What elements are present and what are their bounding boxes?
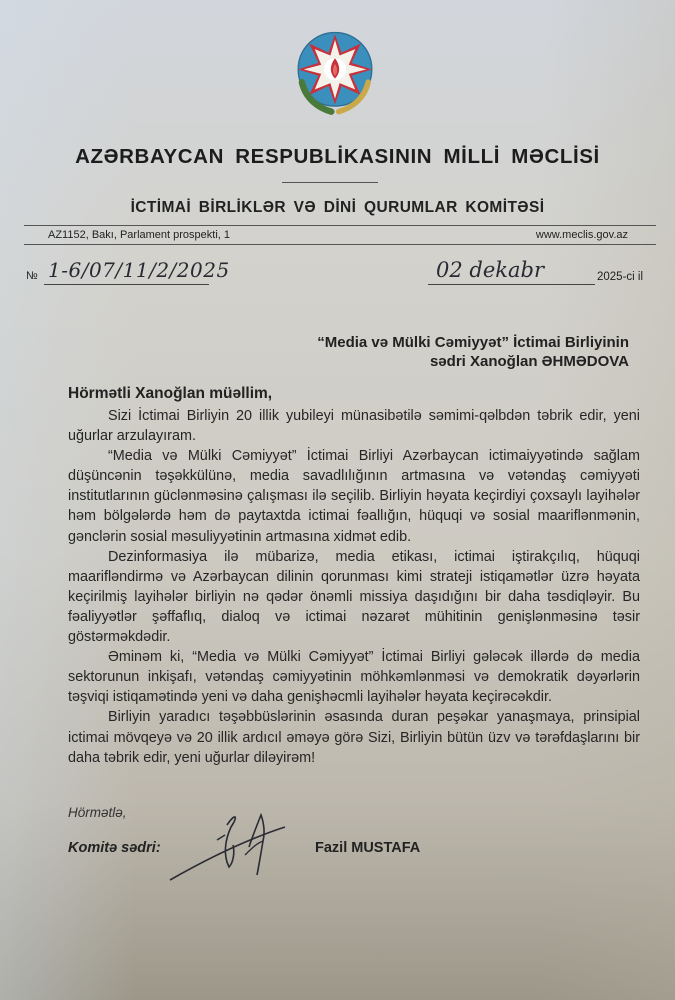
number-underline [44, 284, 209, 285]
date-underline [428, 284, 595, 285]
website-link[interactable]: www.meclis.gov.az [535, 229, 628, 241]
signer-title: Komitə sədri: [68, 840, 161, 856]
addressee-name: sədri Xanoğlan ƏHMƏDOVA [429, 353, 629, 370]
paragraph: Dezinformasiya ilə mübarizə, media etikası, ictimai iştirakçılıq, hüquqi maarifləndirmə və Azərbaycan dilinin qorunması kimi strateji istiqamətlər üzrə həyata keçirilmiş layihələr birliyin nə qədər önəmli missiya daşıdığını bir daha təsdiqləyir. Bu fəaliyyətlər şəffaflıq, dialoq və ictimai nəzarət mühitinin genişlənməsinə təsir göstərməkdədir. [68, 548, 640, 646]
address-bottom-rule [24, 244, 656, 245]
reference-row [24, 258, 656, 288]
closing-phrase: Hörmətlə, [68, 805, 127, 820]
salutation: Hörmətli Xanoğlan müəllim, [68, 385, 273, 402]
letter-body [68, 406, 640, 768]
title-divider [282, 182, 378, 183]
addressee-organization: “Media və Mülki Cəmiyyət” İctimai Birliyinin [317, 334, 629, 351]
paragraph: Əminəm ki, “Media və Mülki Cəmiyyət” İctimai Birliyi gələcək illərdə də media sektorunun inkişafı, vətəndaş cəmiyyətinin möhkəmlənməsi və demokratik dəyərlərin təşviqi istiqamətində yeni və daha genişhəcmli layihələr həyata keçirəcəkdir. [68, 649, 640, 706]
date-year: 2025-ci il [597, 271, 644, 283]
handwritten-date: 02 dekabr [436, 258, 544, 282]
signer-name: Fazil MUSTAFA [315, 840, 421, 856]
number-label: № [26, 270, 38, 282]
address-top-rule [24, 225, 656, 226]
paragraph: Birliyin yaradıcı təşəbbüslərinin əsasında duran peşəkar yanaşmaya, prinsipial ictimai mövqeyə və 20 illik ardıcıl əməyə görə Sizi, Birliyin bütün üzv və tərəfdaşlarını bir daha təbrik edir, yeni uğurlar diləyirəm! [68, 709, 640, 766]
committee-title: İCTİMAİ BİRLİKLƏR VƏ DİNİ QURUMLAR KOMİTƏSİ [130, 199, 545, 216]
state-emblem-icon [289, 27, 381, 119]
reference-number: 1-6/07/11/2/2025 [48, 258, 230, 282]
parliament-title: AZƏRBAYCAN RESPUBLİKASININ MİLLİ MƏCLİSİ [75, 145, 600, 168]
address-text: AZ1152, Bakı, Parlament prospekti, 1 [48, 229, 230, 241]
signature-icon [165, 805, 325, 890]
paragraph: “Media və Mülki Cəmiyyət” İctimai Birliyi Azərbaycan ictimaiyyətində sağlam düşüncənin təşəkkülünə, media savadlılığının artmasına və vətəndaş cəmiyyəti institutlarının güclənməsinə çalışması ilə seçilib. Birliyin həyata keçirdiyi çoxsaylı layihələr həm bölgələrdə həm də paytaxtda ictimai fəallığın, hüquqi və sosial maariflənmənin, gənclərin sosial məsuliyyətinin artmasına xidmət edib. [68, 448, 640, 545]
paragraph: Sizi İctimai Birliyin 20 illik yubileyi münasibətilə səmimi-qəlbdən təbrik edir, yeni uğurlar arzulayıram. [68, 408, 640, 445]
addressee-block [317, 333, 629, 371]
